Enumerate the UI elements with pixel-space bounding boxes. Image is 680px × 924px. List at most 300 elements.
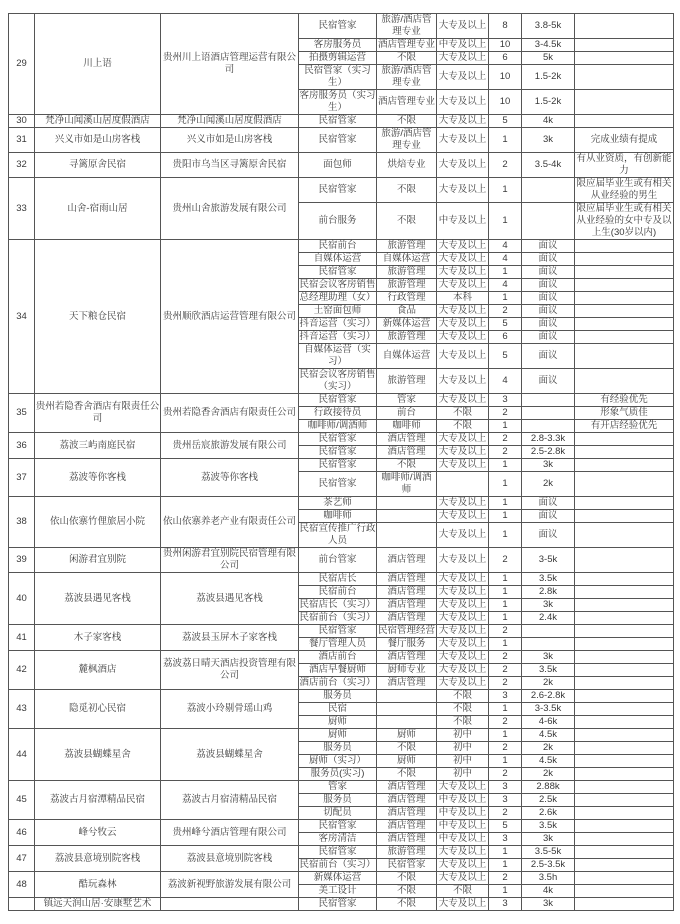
cell-count: 1 [489,292,522,305]
cell-major: 不限 [377,898,437,911]
cell-position: 民宿管家 [299,266,377,279]
cell-count: 1 [489,573,522,586]
cell-note [575,39,674,52]
cell-position: 民宿管家 [299,446,377,459]
cell-count: 1 [489,586,522,599]
cell-company-name: 依山依寨养老产业有限责任公司 [161,497,299,548]
cell-venue-name: 峰兮牧云 [35,820,161,846]
cell-count: 4 [489,279,522,292]
cell-venue-name: 荔波古月宿潭精品民宿 [35,781,161,820]
cell-salary [522,394,575,407]
cell-position: 酒店前台 [299,651,377,664]
cell-venue-name: 荔波县遇见客栈 [35,573,161,625]
cell-salary: 3-3.5k [522,703,575,716]
cell-count: 1 [489,128,522,153]
cell-row-number: 43 [9,690,35,729]
cell-position: 茶艺师 [299,497,377,510]
cell-education: 大专及以上 [437,331,489,344]
cell-major: 旅游管理 [377,266,437,279]
cell-major: 旅游管理 [377,279,437,292]
cell-education: 大专及以上 [437,612,489,625]
cell-education: 中专及以上 [437,833,489,846]
cell-row-number: 36 [9,433,35,459]
cell-position: 酒店早餐厨师 [299,664,377,677]
cell-count: 1 [489,859,522,872]
cell-position: 面包师 [299,153,377,178]
cell-major: 餐厅服务 [377,638,437,651]
cell-major [377,690,437,703]
cell-company-name: 荔波县遇见客栈 [161,573,299,625]
cell-education: 大专及以上 [437,369,489,394]
cell-venue-name: 镇远天润山居·安康墅艺术 [35,898,161,911]
cell-note: 有从业资质，有创新能力 [576,153,672,176]
cell-company-name: 贵州川上语酒店管理运营有限公司 [161,14,299,115]
table-row [9,846,674,859]
cell-count: 5 [489,344,522,369]
cell-company-name: 梵净山闻溪山居度假酒店 [161,115,299,128]
cell-count: 1 [489,420,522,433]
cell-education: 大专及以上 [437,65,489,90]
cell-major: 酒店管理专业 [377,39,435,50]
cell-position: 管家 [299,781,377,794]
cell-salary: 4.5k [522,755,575,768]
cell-company-name: 荔波县蝴蝶星舍 [161,729,299,781]
cell-count: 10 [489,65,522,90]
cell-count: 1 [489,266,522,279]
cell-note [575,523,674,548]
cell-company-name: 贵州岳宸旅游发展有限公司 [161,433,299,459]
cell-salary: 2k [522,742,575,755]
cell-note [575,433,674,446]
table-row [9,625,674,638]
cell-company-name: 贵阳市乌当区寻篱原舍民宿 [161,153,299,178]
cell-position: 民宿店长 [299,573,377,586]
cell-major: 酒店管理 [377,807,437,820]
cell-count: 2 [489,651,522,664]
cell-education: 大专及以上 [437,128,489,153]
cell-position: 民宿管家 [299,625,377,638]
cell-count: 4 [489,253,522,266]
cell-count: 1 [489,612,522,625]
cell-count: 1 [489,729,522,742]
cell-education: 初中 [437,742,489,755]
cell-salary [522,178,575,203]
cell-row-number: 29 [9,14,35,115]
cell-note [575,586,674,599]
cell-count: 6 [489,52,522,65]
cell-company-name: 贵州闲游君宜别院民宿管理有限公司 [161,548,299,573]
cell-education: 大专及以上 [437,497,489,510]
cell-major: 咖啡师/调酒师 [377,472,437,497]
cell-count: 1 [489,846,522,859]
cell-position: 客房服务员 [299,39,377,52]
cell-count: 10 [489,90,522,115]
cell-note: 形象气质佳 [575,407,674,420]
cell-salary: 3.5-5k [522,846,575,859]
cell-education: 大专及以上 [437,846,489,859]
cell-note [575,115,674,128]
cell-major: 烘焙专业 [377,153,437,178]
cell-salary: 面议 [522,240,575,253]
cell-salary: 面议 [522,523,575,548]
cell-major: 食品 [377,305,437,318]
cell-row-number: 44 [9,729,35,781]
cell-education: 大专及以上 [437,548,489,573]
cell-note [575,344,674,369]
recruitment-table-body [9,14,674,911]
cell-salary: 2.6k [522,807,575,820]
cell-education: 大专及以上 [437,318,489,331]
cell-major: 酒店管理 [377,651,437,664]
cell-position: 民宿前台（实习） [299,612,376,623]
cell-note [575,331,674,344]
cell-count: 1 [489,497,522,510]
cell-position: 自媒体运营 [299,253,377,266]
cell-note [575,807,674,820]
cell-note [575,279,674,292]
cell-note [575,292,674,305]
cell-count: 3 [489,833,522,846]
cell-education: 大专及以上 [437,781,489,794]
cell-venue-name: 荔波县意境别院客栈 [35,846,161,872]
cell-salary: 3-4.5k [522,39,575,52]
cell-note: 限应届毕业生或有相关从业经验的男生 [576,178,672,201]
table-row [9,729,674,742]
cell-venue-name: 木子家客栈 [35,625,161,651]
cell-note [575,52,674,65]
cell-company-name: 兴义市如是山房客栈 [161,128,299,153]
table-row [9,153,674,178]
cell-salary: 面议 [522,305,575,318]
cell-major: 不限 [377,872,437,885]
cell-major: 厨师 [377,729,437,742]
cell-note [575,794,674,807]
cell-count: 2 [489,768,522,781]
cell-salary: 面议 [522,279,575,292]
cell-row-number: 37 [9,459,35,497]
cell-note: 完成业绩有提成 [575,128,674,153]
cell-salary: 3.5k [522,664,575,677]
cell-education: 大专及以上 [437,638,489,651]
table-row [9,128,674,153]
cell-note [575,677,674,690]
cell-note [575,253,674,266]
cell-count: 5 [489,820,522,833]
cell-salary: 2k [522,677,575,690]
cell-education: 大专及以上 [437,115,489,128]
table-row [9,548,674,573]
cell-row-number: 39 [9,548,35,573]
cell-education: 本科 [437,292,489,305]
cell-salary: 面议 [522,510,575,523]
cell-company-name: 贵州若隐香舍酒店有限责任公司 [161,394,299,433]
cell-salary: 2.5k [522,794,575,807]
cell-salary: 3.5h [522,872,575,885]
cell-salary: 2.5-3.5k [522,859,575,872]
cell-row-number: 31 [9,128,35,153]
cell-salary [522,420,575,433]
cell-major: 行政管理 [377,292,437,305]
table-row [9,459,674,472]
cell-education: 初中 [437,768,489,781]
cell-major: 酒店管理 [377,820,437,833]
cell-salary: 4k [522,885,575,898]
cell-major: 酒店管理 [377,548,437,573]
cell-education: 大专及以上 [437,266,489,279]
cell-salary: 1.5-2k [522,90,575,115]
table-row [9,651,674,664]
cell-position: 切配员 [299,807,377,820]
cell-position: 民宿管家 [299,472,377,497]
cell-note [575,872,674,885]
cell-note [575,690,674,703]
cell-salary: 面议 [522,253,575,266]
cell-count: 3 [489,690,522,703]
table-row [9,394,674,407]
cell-note [575,446,674,459]
cell-count: 1 [489,459,522,472]
cell-count: 2 [489,872,522,885]
cell-education: 大专及以上 [437,677,489,690]
cell-row-number: 35 [9,394,35,433]
cell-major: 酒店管理 [377,781,437,794]
cell-venue-name: 兴义市如是山房客栈 [35,128,161,153]
cell-major: 自媒体运营 [377,253,437,266]
cell-education: 大专及以上 [437,90,489,115]
cell-note [575,859,674,872]
cell-note [575,664,674,677]
cell-venue-name: 梵净山闻溪山居度假酒店 [35,115,161,128]
table-row [9,820,674,833]
cell-position: 土窑面包师 [299,305,377,318]
cell-major: 酒店管理专业 [377,90,437,115]
cell-position: 民宿管家 [299,846,377,859]
cell-row-number [9,898,35,911]
cell-education: 大专及以上 [437,14,489,39]
cell-position: 服务员(实习) [299,768,377,781]
cell-note [575,820,674,833]
cell-company-name: 荔波古月宿清精品民宿 [161,781,299,820]
cell-salary: 2.4k [522,612,575,625]
cell-position: 抖音运营（实习） [299,331,376,342]
cell-position: 民宿前台（实习） [299,859,376,870]
cell-salary [522,638,575,651]
cell-position: 服务员 [299,690,377,703]
cell-note [575,703,674,716]
cell-note [575,729,674,742]
cell-row-number: 30 [9,115,35,128]
cell-education: 大专及以上 [437,586,489,599]
cell-venue-name: 隐觅初心民宿 [35,690,161,729]
cell-company-name: 荔波县玉屏木子家客栈 [161,625,299,651]
cell-education: 大专及以上 [437,898,489,911]
cell-position: 客房清洁 [299,833,377,846]
table-row [9,781,674,794]
cell-education: 大专及以上 [437,305,489,318]
cell-note [575,548,674,573]
cell-salary [522,407,575,420]
cell-row-number: 47 [9,846,35,872]
cell-salary [522,625,575,638]
cell-major: 厨师专业 [377,664,437,677]
cell-education: 不限 [437,703,489,716]
cell-salary: 3k [522,128,575,153]
cell-position: 总经理助理（女） [299,292,376,303]
cell-salary: 3.5k [522,573,575,586]
cell-education: 初中 [437,729,489,742]
cell-education: 大专及以上 [437,599,489,612]
cell-education: 大专及以上 [437,394,489,407]
cell-salary: 3k [522,599,575,612]
cell-education: 大专及以上 [437,573,489,586]
cell-major [377,716,437,729]
cell-salary: 1.5-2k [522,65,575,90]
cell-major: 不限 [377,459,437,472]
cell-position: 服务员 [299,794,377,807]
cell-note [575,305,674,318]
cell-position: 客房服务员（实习生） [299,90,376,113]
cell-venue-name: 荔波等你客栈 [35,459,161,497]
cell-company-name [161,898,299,911]
cell-note [575,266,674,279]
cell-education: 大专及以上 [437,279,489,292]
cell-education [437,472,489,497]
cell-education: 大专及以上 [437,510,489,523]
cell-row-number: 34 [9,240,35,394]
cell-major [377,523,437,548]
cell-position: 自媒体运营（实习） [299,344,377,369]
cell-position: 民宿前台 [299,586,377,599]
cell-row-number: 33 [9,178,35,240]
cell-major: 旅游管理 [377,369,437,394]
cell-education: 大专及以上 [437,153,489,178]
cell-education: 中专及以上 [437,820,489,833]
cell-count: 2 [489,407,522,420]
cell-major: 酒店管理 [377,586,437,599]
cell-note [575,497,674,510]
cell-education: 中专及以上 [437,807,489,820]
cell-count: 3 [489,794,522,807]
cell-major: 不限 [377,203,437,240]
cell-major: 不限 [377,768,437,781]
cell-education: 不限 [437,407,489,420]
cell-position: 前台管家 [299,548,377,573]
cell-salary: 2.5-2.8k [522,446,575,459]
cell-count: 2 [489,446,522,459]
cell-position: 民宿管家 [299,115,377,128]
cell-salary: 5k [522,52,575,65]
cell-count: 6 [489,331,522,344]
cell-count: 1 [489,755,522,768]
cell-count: 1 [489,885,522,898]
cell-position: 民宿管家 [299,128,377,153]
cell-venue-name: 依山依寨竹俚旅居小院 [35,497,161,548]
cell-note [575,755,674,768]
cell-company-name: 荔波县意境别院客栈 [161,846,299,872]
cell-row-number: 45 [9,781,35,820]
cell-count: 10 [489,39,522,52]
cell-note [575,510,674,523]
cell-venue-name: 酷玩森林 [35,872,161,898]
cell-company-name: 荔波小玲剔骨瑶山鸡 [161,690,299,729]
cell-count: 4 [489,369,522,394]
cell-major: 不限 [377,742,437,755]
cell-major: 旅游管理 [377,331,437,344]
cell-position: 民宿 [299,703,377,716]
cell-major: 不限 [377,885,437,898]
cell-note: 限应届毕业生或有相关从业经验的女中专及以上生(30岁以内) [576,203,672,238]
cell-count: 2 [489,625,522,638]
cell-position: 民宿管家 [299,178,377,203]
cell-education: 大专及以上 [437,664,489,677]
cell-major [377,497,437,510]
table-row [9,690,674,703]
table-row [9,178,674,203]
cell-venue-name: 寻篱原舍民宿 [35,153,161,178]
cell-note [575,781,674,794]
cell-count: 2 [489,305,522,318]
table-row [9,433,674,446]
cell-note [575,716,674,729]
cell-position: 民宿管家 [299,459,377,472]
cell-note [575,240,674,253]
cell-count: 2 [489,433,522,446]
cell-company-name: 贵州顺欣酒店运营管理有限公司 [161,240,299,394]
cell-position: 前台服务 [299,203,377,240]
cell-row-number: 32 [9,153,35,178]
cell-major: 不限 [377,178,437,203]
cell-note [575,898,674,911]
cell-note [575,459,674,472]
cell-count: 2 [489,742,522,755]
cell-salary: 2.88k [522,781,575,794]
cell-venue-name: 麓枫酒店 [35,651,161,690]
cell-major: 旅游/酒店管理专业 [377,65,437,90]
cell-education: 大专及以上 [437,459,489,472]
cell-position: 咖啡师/调酒师 [299,420,377,433]
cell-position: 民宿管家 [299,394,377,407]
cell-salary: 面议 [522,344,575,369]
cell-position: 民宿会议客房销售 [299,279,376,290]
cell-salary [522,203,575,240]
cell-count: 2 [489,807,522,820]
cell-row-number: 46 [9,820,35,846]
cell-venue-name: 荔波三屿南庭民宿 [35,433,161,459]
cell-salary: 3k [522,898,575,911]
cell-major: 民宿管理经营 [377,625,435,636]
cell-count: 1 [489,523,522,548]
cell-note [575,573,674,586]
cell-major: 酒店管理 [377,677,437,690]
cell-salary: 4k [522,115,575,128]
table-row [9,240,674,253]
cell-note [575,612,674,625]
cell-position: 民宿宣传推广行政人员 [299,523,376,546]
cell-company-name: 贵州山舍旅游发展有限公司 [161,178,299,240]
cell-major: 旅游/酒店管理专业 [377,128,437,153]
cell-count: 8 [489,14,522,39]
cell-note [575,885,674,898]
cell-salary: 面议 [522,331,575,344]
cell-note [575,833,674,846]
cell-position: 民宿管家 [299,14,377,39]
cell-note [575,625,674,638]
cell-salary: 3.5k [522,820,575,833]
cell-note [575,742,674,755]
cell-education: 大专及以上 [437,872,489,885]
cell-count: 5 [489,318,522,331]
cell-major [377,703,437,716]
